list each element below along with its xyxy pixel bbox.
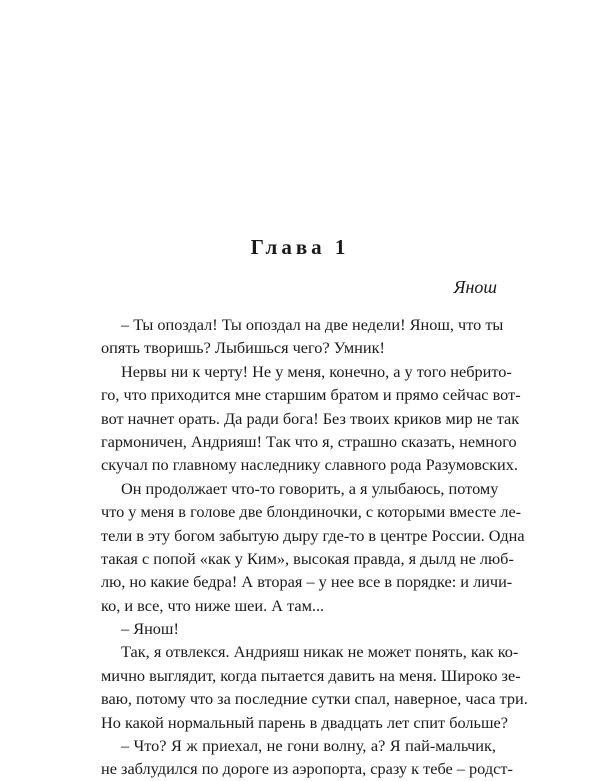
text-line: тели в эту богом забытую дыру где-то в центре России. Одна [101, 525, 525, 545]
text-line: – Ты опоздал! Ты опоздал на две недели! Янош, что ты [121, 315, 504, 334]
text-line: – Что? Я ж приехал, не гони волну, а? Я пай-мальчик, [121, 736, 496, 756]
body-text [101, 313, 528, 781]
text-line: что у меня в голове две блондиночки, с которыми вместе ле- [101, 502, 522, 522]
text-line: гармоничен, Андрияш! Так что я, страшно сказать, немного [101, 431, 517, 451]
chapter-title: Глава 1 [250, 235, 350, 259]
text-line: Но какой нормальный парень в двадцать лет спит больше? [101, 712, 508, 732]
chapter-pov-character: Янош [453, 277, 497, 297]
text-line: Нервы ни к черту! Не у меня, конечно, а у того небрито- [121, 361, 512, 381]
text-line: опять творишь? Лыбишься чего? Умник! [101, 338, 385, 358]
text-line: скучал по главному наследнику славного рода Разумовских. [101, 455, 518, 475]
text-line: вот начнет орать. Да ради бога! Без твоих криков мир не так [101, 408, 520, 428]
text-line: лю, но какие бедра! А вторая – у нее все в порядке: и личи- [101, 572, 513, 592]
text-line: Он продолжает что-то говорить, а я улыбаюсь, потому [121, 478, 499, 498]
text-line: не заблудился по дороге из аэропорта, сразу к тебе – родст- [101, 759, 513, 779]
text-line: такая с попой «как у Ким», высокая правда, я дылд не люб- [101, 548, 514, 568]
text-line: го, что приходится мне старшим братом и прямо сейчас вот- [101, 385, 521, 405]
text-line: мично выглядит, когда пытается давить на меня. Широко зе- [101, 665, 521, 685]
text-line: Так, я отвлекся. Андрияш никак не может понять, как ко- [121, 642, 519, 662]
text-line: – Янош! [121, 619, 179, 639]
text-line: ко, и все, что ниже шеи. А там... [101, 595, 325, 615]
text-line: ваю, потому что за последние сутки спал, наверное, часа три. [101, 689, 528, 709]
